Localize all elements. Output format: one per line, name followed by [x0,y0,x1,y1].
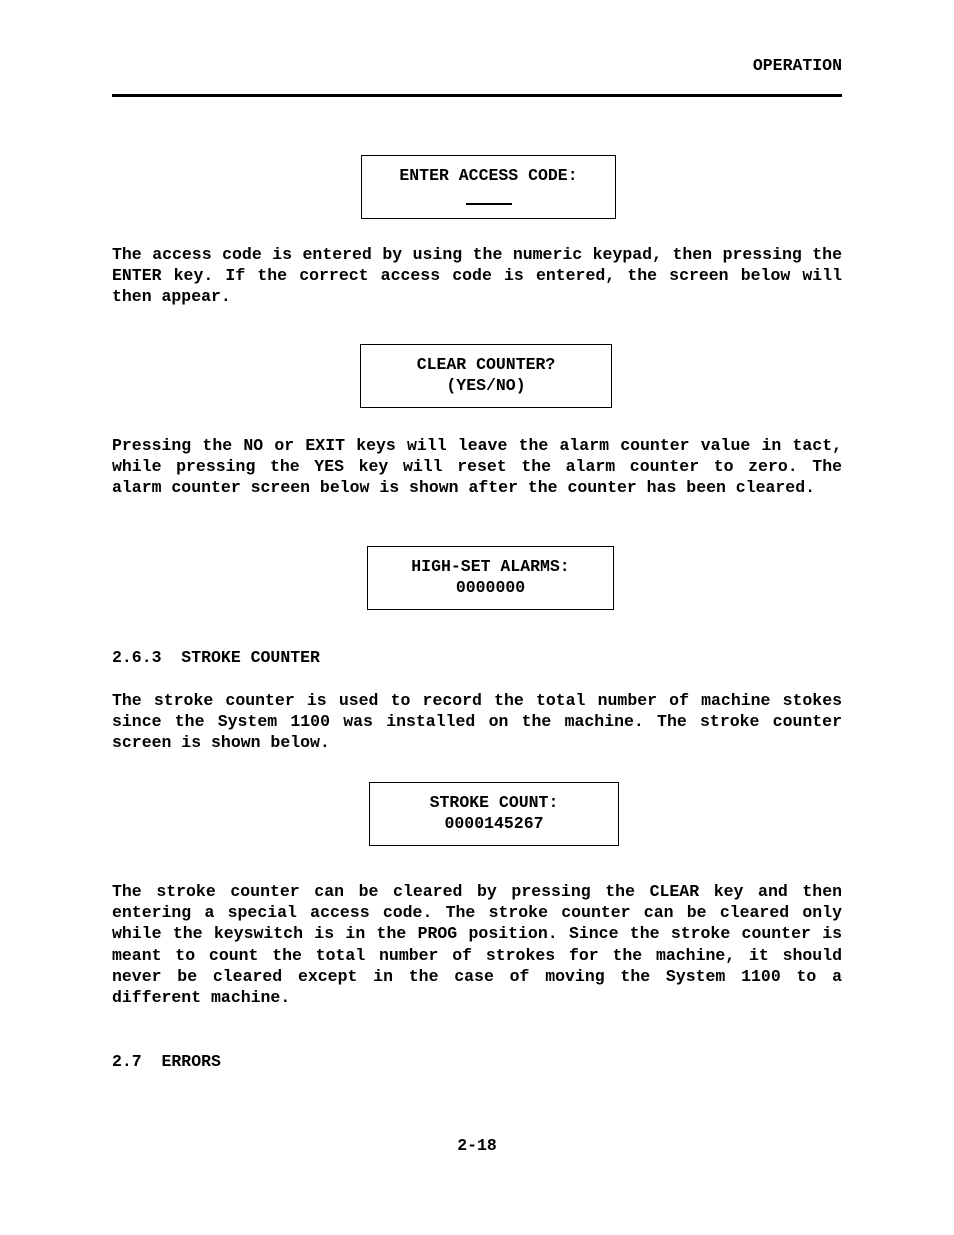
high-set-alarms-screen [367,546,614,610]
section-heading-stroke-counter: 2.6.3 STROKE COUNTER [112,648,320,667]
paragraph-clear-counter: Pressing the NO or EXIT keys will leave the alarm counter value in tact, while pressing the YES key will reset the alarm counter to zero. The alarm counter screen below is shown after the counter has been cleared. [112,436,842,498]
section-heading-errors: 2.7 ERRORS [112,1052,221,1071]
page-number: 2-18 [457,1136,497,1155]
stroke-count-screen [369,782,619,846]
paragraph-stroke-counter: The stroke counter is used to record the total number of machine stokes since the System 1100 was installed on the machine. The stroke counter screen is shown below. [112,691,842,753]
paragraph-stroke-clear: The stroke counter can be cleared by pressing the CLEAR key and then entering a special access code. The stroke counter can be cleared only while the keyswitch is in the PROG position. Since the stroke counter is meant to count the total number of strokes for the machine, it should never be cleared except in the case of moving the System 1100 to a different machine. [112,882,842,1008]
stroke-count-label: STROKE COUNT: [429,793,559,812]
high-set-alarms-value: 0000000 [455,578,526,597]
stroke-count-value: 0000145267 [444,814,544,833]
clear-counter-screen [360,344,612,408]
running-header: OPERATION [752,56,842,75]
header-rule [112,94,842,97]
access-code-prompt: ENTER ACCESS CODE: [399,166,578,185]
clear-counter-prompt: CLEAR COUNTER? [416,355,556,374]
paragraph-access-code: The access code is entered by using the numeric keypad, then pressing the ENTER key. If the correct access code is entered, the screen below will then appear. [112,245,842,307]
high-set-alarms-label: HIGH-SET ALARMS: [411,557,570,576]
access-code-entry-field [362,190,615,211]
clear-counter-options: (YES/NO) [446,376,526,395]
access-code-screen [361,155,616,219]
